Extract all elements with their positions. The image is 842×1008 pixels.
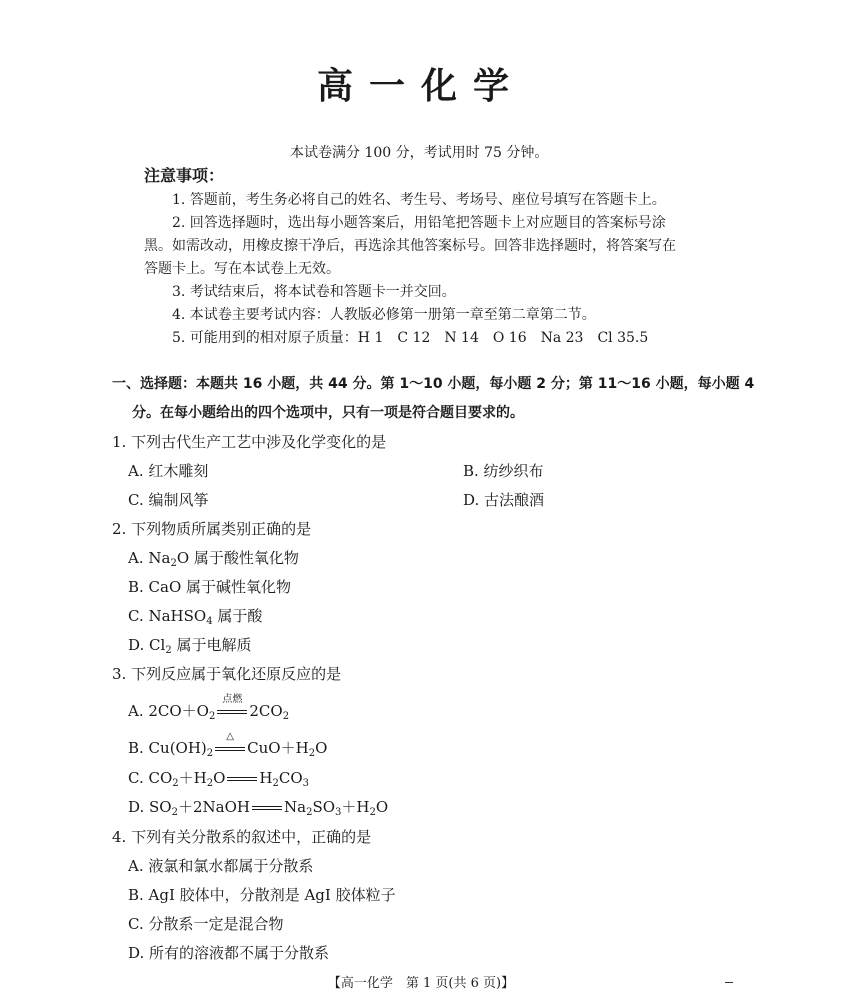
question-1-option-b: B. 纺纱织布: [463, 462, 544, 480]
question-3-option-b: B. $Cu(OH)_2$ △ $CuO+H_2O$: [128, 731, 328, 759]
notice-item-5: 5. 可能用到的相对原子质量：H 1 C 12 N 14 O 16 Na 23 Cl 35.5: [172, 330, 649, 346]
reaction-equals-sign: [213, 731, 247, 755]
question-2-option-c: C. NaHSO$_4$ 属于酸: [128, 607, 263, 627]
notice-item-2-cont2: 答题卡上。写在本试卷上无效。: [144, 261, 340, 277]
exam-intro: 本试卷满分 100 分，考试用时 75 分钟。: [290, 145, 549, 161]
question-4-option-a: A. 液氯和氯水都属于分散系: [128, 857, 314, 875]
question-2-option-a: A. $Na_2O$ 属于酸性氧化物: [128, 549, 299, 569]
question-3-option-a: A. $2CO+O_2$ 点燃 $2CO_2$: [128, 694, 290, 722]
condition-heat: △: [226, 731, 234, 742]
question-2-option-b: B. CaO 属于碱性氧化物: [128, 578, 292, 596]
question-3-stem: 3. 下列反应属于氧化还原反应的是: [112, 665, 342, 683]
question-4-stem: 4. 下列有关分散系的叙述中，正确的是: [112, 828, 372, 846]
page-title: 高一化学: [316, 65, 525, 107]
question-1-stem: 1. 下列古代生产工艺中涉及化学变化的是: [112, 433, 387, 451]
question-4-option-d: D. 所有的溶液都不属于分散系: [128, 944, 330, 962]
section-heading-line2: 分。在每小题给出的四个选项中，只有一项是符合题目要求的。: [132, 405, 524, 421]
question-4-option-c: C. 分散系一定是混合物: [128, 915, 284, 933]
notice-item-4: 4. 本试卷主要考试内容：人教版必修第一册第一章至第二章第二节。: [172, 307, 596, 323]
question-4-option-b: B. AgI 胶体中，分散剂是 AgI 胶体粒子: [128, 886, 396, 904]
notice-item-2: 2. 回答选择题时，选出每小题答案后，用铅笔把答题卡上对应题目的答案标号涂: [172, 215, 666, 231]
question-2-stem: 2. 下列物质所属类别正确的是: [112, 520, 312, 538]
notice-item-3: 3. 考试结束后，将本试卷和答题卡一并交回。: [172, 284, 456, 300]
condition-ignite: 点燃: [222, 694, 243, 705]
question-1-option-a: A. 红木雕刻: [128, 462, 209, 480]
notice-heading: 注意事项：: [144, 166, 225, 185]
question-3-option-d: D. $SO_2+2NaOH$ $Na_2SO_3+H_2O$: [128, 798, 389, 818]
notice-item-2-cont: 黑。如需改动，用橡皮擦干净后，再选涂其他答案标号。回答非选择题时，将答案写在: [144, 238, 676, 254]
question-1-option-c: C. 编制风筝: [128, 491, 209, 509]
page-footer: 【高一化学 第 1 页(共 6 页)】: [327, 976, 515, 991]
reaction-equals-sign: [215, 694, 249, 718]
question-3-option-c: C. $CO_2+H_2O$ $H_2CO_3$: [128, 769, 310, 789]
footer-mark: [725, 982, 733, 983]
notice-item-1: 1. 答题前，考生务必将自己的姓名、考生号、考场号、座位号填写在答题卡上。: [172, 192, 666, 208]
reaction-equals-sign: [250, 802, 284, 814]
reaction-equals-sign: [225, 773, 259, 785]
question-1-option-d: D. 古法酿酒: [463, 491, 545, 509]
question-2-option-d: D. $Cl_2$ 属于电解质: [128, 636, 252, 656]
section-heading-line1: 一、选择题：本题共 16 小题，共 44 分。第 1～10 小题，每小题 2 分；第 11～16 小题，每小题 4: [112, 376, 755, 392]
